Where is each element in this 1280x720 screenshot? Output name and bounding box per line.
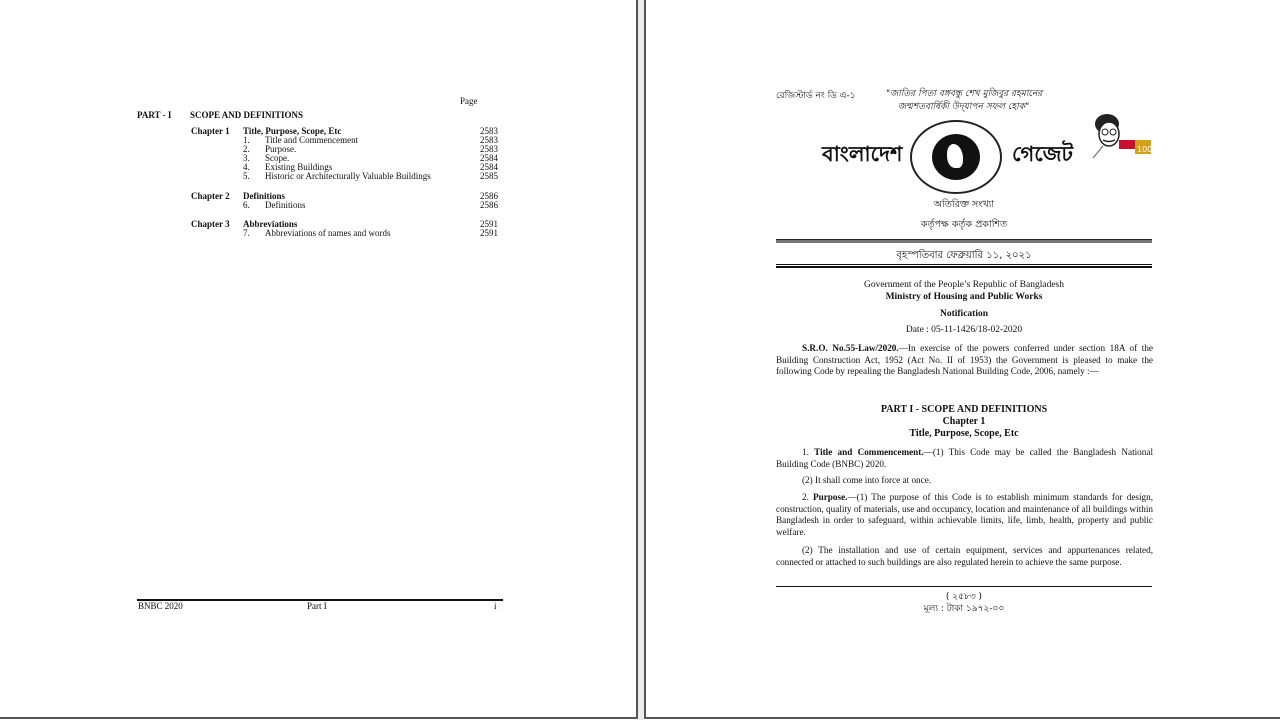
part-heading: PART I - SCOPE AND DEFINITIONS [880,404,1048,415]
toc-section-number: 4. [243,162,250,172]
toc-part-title: SCOPE AND DEFINITIONS [190,110,304,120]
registered-number: রেজিস্টার্ড নং ডি এ-১ [776,91,856,101]
toc-page-number: 2586 [480,191,498,201]
toc-section-title[interactable]: Title and Commencement [265,135,359,145]
section-body: —(1) The purpose of this Code is to establish minimum standards for design, construction, quality of materials, use and occupancy, location and maintenance of all buildings within Bangladesh in order to safeguard, within achievable limits, life, limb, health, property and public welfare. [776,492,1154,537]
toc-section-title[interactable]: Definitions [265,200,306,210]
toc-section-title[interactable]: Purpose. [265,144,297,154]
toc-chapter-label[interactable]: Chapter 2 [191,191,230,201]
toc-section-number: 1. [243,135,250,145]
section-title: Purpose. [813,492,848,502]
toc-chapter-label[interactable]: Chapter 1 [191,126,230,136]
gazette-page-number: ( ২৫৮৩ ) [945,592,983,602]
toc-page-number: 2583 [480,126,498,136]
chapter-title: Title, Purpose, Scope, Etc [909,428,1019,439]
toc-page-number: 2584 [480,162,498,172]
sro-paragraph [776,343,1153,378]
slogan-line-2: জন্মশতবার্ষিকী উদ্‌যাপন সফল হোক" [898,102,1030,112]
government-title: Government of the People’s Republic of Bangladesh [864,280,1064,290]
section-number: 2. [802,492,813,502]
toc-chapter-title[interactable]: Abbreviations [243,219,298,229]
section-number: 1. [802,447,815,457]
chapter-heading: Chapter 1 [942,416,986,427]
slogan-line-1: "জাতির পিতা বঙ্গবন্ধু শেখ মুজিবুর রহমানের [886,89,1043,99]
gazette-date: বৃহস্পতিবার ফেব্রুয়ারি ১১, ২০২১ [896,250,1032,261]
toc-page-number: 2591 [480,219,498,229]
left-page [0,0,638,719]
section-2-2-paragraph: (2) The installation and use of certain equipment, services and appurtenances related, connected or attached to such buildings are also regulated herein to achieve the same purpose. [776,545,1153,567]
svg-text:100: 100 [1137,145,1153,154]
footer-rule [776,586,1152,587]
section-1-2-paragraph: (2) It shall come into force at once. [802,475,932,485]
toc-section-number: 5. [243,171,250,181]
toc-chapter-label[interactable]: Chapter 3 [191,219,230,229]
toc-section-title[interactable]: Abbreviations of names and words [265,228,391,238]
extra-issue: অতিরিক্ত সংখ্যা [933,199,995,210]
toc-section-number: 7. [243,228,250,238]
bangladesh-map-icon [947,144,963,168]
footer-page-number: i [494,601,497,611]
sro-body: —In exercise of the powers conferred under section 18A of the Building Construction Act, 1952 (Act No. II of 1953) the Government is pleased to make the following Code by repealing the Bangladesh National Building Code, 2006, namely :— [776,343,1153,376]
sro-number: S.R.O. No.55-Law/2020. [802,343,899,353]
gazette-price: মূল্য : টাকা ১৯৭২-০০ [923,604,1005,614]
toc-section-title[interactable]: Existing Buildings [265,162,333,172]
toc-page-number: 2583 [480,135,498,145]
government-seal-icon [910,120,1002,194]
section-2-paragraph [776,492,1153,538]
toc-section-title[interactable]: Scope. [265,153,290,163]
toc-page-column-header: Page [460,96,478,106]
toc-page-number: 2584 [480,153,498,163]
toc-chapter-title[interactable]: Title, Purpose, Scope, Etc [243,126,342,136]
section-title: Title and Commencement. [814,447,924,457]
footer-part: Part I [307,601,327,611]
section-1-paragraph [776,447,1153,470]
toc-page-number: 2586 [480,200,498,210]
section-body: —(1) This Code may be called the Bangladesh National Building Code (BNBC) 2020. [776,447,1153,469]
toc-page-number: 2583 [480,144,498,154]
seal-inner [932,134,980,180]
toc-section-number: 2. [243,144,250,154]
footer-doc-name: BNBC 2020 [138,601,183,611]
ministry-title: Ministry of Housing and Public Works [885,292,1043,302]
notification-heading: Notification [939,309,989,319]
header-rule-top [776,239,1152,243]
toc-section-number: 3. [243,153,250,163]
masthead-bangladesh: বাংলাদেশ [822,142,903,166]
toc-page-number: 2585 [480,171,498,181]
toc-page-number: 2591 [480,228,498,238]
header-rule-bottom [776,264,1152,268]
notification-date: Date : 05-11-1426/18-02-2020 [905,325,1023,335]
masthead-gazette: গেজেট [1012,142,1073,166]
published-by: কর্তৃপক্ষ কর্তৃক প্রকাশিত [920,219,1008,230]
toc-chapter-title[interactable]: Definitions [243,191,286,201]
toc-section-title[interactable]: Historic or Architecturally Valuable Buildings [265,171,431,181]
toc-section-number: 6. [243,200,250,210]
toc-part-label: PART - I [137,110,172,120]
mujib-100-logo-icon [1085,110,1155,160]
